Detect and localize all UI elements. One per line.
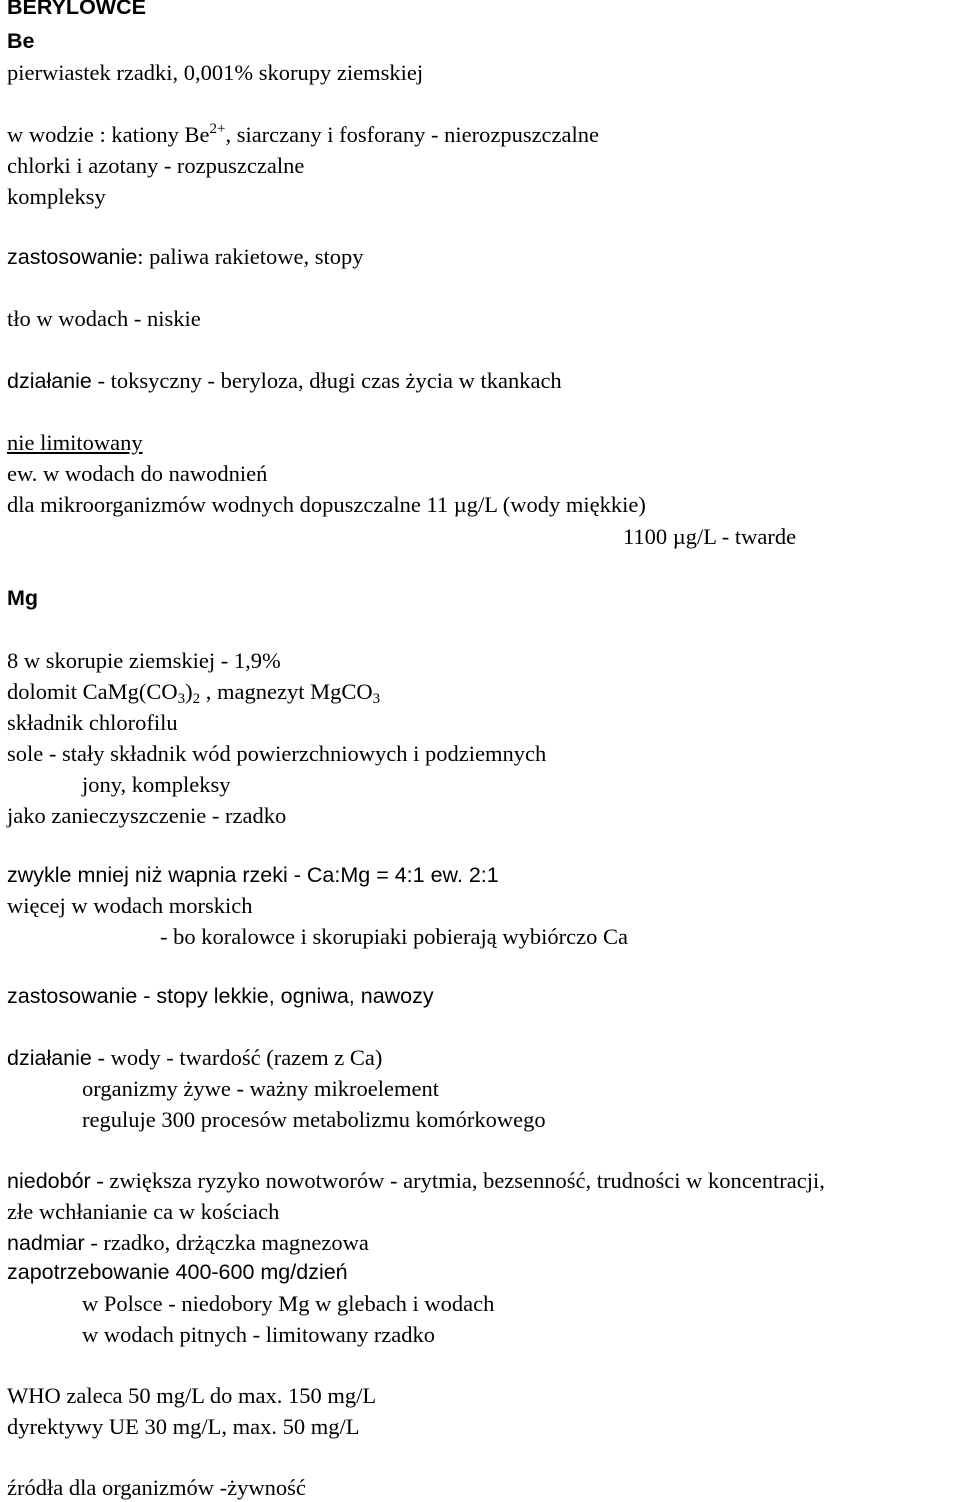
mg-chlorophyll: składnik chlorofilu [7, 710, 178, 735]
mg-excess [7, 1232, 369, 1255]
be-use [7, 246, 363, 269]
be-use-text: : paliwa rakietowe, stopy [137, 244, 364, 269]
be-background: tło w wodach - niskie [7, 306, 201, 331]
be-water-forms [7, 121, 600, 147]
mg-salts: sole - stały składnik wód powierzchniowych i podziemnych [7, 741, 547, 766]
be-irrigation: ew. w wodach do nawodnień [7, 461, 268, 486]
be-microorganisms: dla mikroorganizmów wodnych dopuszczalne 11 µg/L (wody miękkie) [7, 492, 646, 517]
mg-minerals [7, 679, 381, 707]
mg-deficit-label: niedobór [7, 1169, 91, 1193]
be-effect-text: - toksyczny - beryloza, długi czas życia w tkankach [91, 368, 562, 393]
mg-dolomite: dolomit CaMg(CO [7, 679, 178, 704]
mg-ratio: zwykle mniej niż wapnia rzeki - Ca:Mg = 4:1 ew. 2:1 [7, 863, 499, 887]
mg-excess-label: nadmiar [7, 1231, 85, 1255]
mg-who: WHO zaleca 50 mg/L do max. 150 mg/L [7, 1383, 377, 1408]
be-not-limited: nie limitowany [7, 430, 143, 455]
mg-deficit-text: - zwiększa ryzyko nowotworów - arytmia, bezsenność, trudności w koncentracji, [90, 1168, 825, 1193]
mg-regulates: reguluje 300 procesów metabolizmu komórkowego [82, 1107, 546, 1132]
mg-effect [7, 1047, 382, 1070]
mg-use: zastosowanie - stopy lekkie, ogniwa, nawozy [7, 984, 434, 1008]
subscript: 3 [372, 691, 381, 707]
be-effect-label: działanie [7, 369, 92, 393]
mg-magnesite: , magnezyt MgCO [200, 679, 373, 704]
mg-poland: w Polsce - niedobory Mg w glebach i wodach [82, 1291, 495, 1316]
be-hard-water: 1100 µg/L - twarde [623, 524, 797, 549]
mg-sources: źródła dla organizmów -żywność [7, 1475, 306, 1500]
mg-demand: zapotrzebowanie 400-600 mg/dzień [7, 1260, 348, 1284]
be-water-suffix: , siarczany i fosforany - nierozpuszczalne [225, 122, 600, 147]
mg-organisms: organizmy żywe - ważny mikroelement [82, 1076, 439, 1101]
mg-ions: jony, kompleksy [82, 772, 231, 797]
subscript: 3 [177, 691, 186, 707]
subscript: 2 [192, 691, 201, 707]
mg-effect-label: działanie [7, 1046, 92, 1070]
mg-eu: dyrektywy UE 30 mg/L, max. 50 mg/L [7, 1414, 360, 1439]
be-complexes: kompleksy [7, 184, 106, 209]
be-chlorides: chlorki i azotany - rozpuszczalne [7, 153, 305, 178]
be-use-label: zastosowanie [7, 245, 138, 269]
mg-excess-text: - rzadko, drżączka magnezowa [84, 1230, 369, 1255]
mg-sea: więcej w wodach morskich [7, 893, 253, 918]
paren: ) [185, 679, 193, 704]
be-charge: 2+ [209, 121, 226, 137]
mg-crust: 8 w skorupie ziemskiej - 1,9% [7, 648, 281, 673]
section-heading-be: Be [7, 29, 35, 53]
mg-absorption: złe wchłanianie ca w kościach [7, 1199, 280, 1224]
mg-effect-text: - wody - twardość (razem z Ca) [91, 1045, 383, 1070]
be-rarity: pierwiastek rzadki, 0,001% skorupy ziemskiej [7, 60, 424, 85]
mg-drinking: w wodach pitnych - limitowany rzadko [82, 1322, 436, 1347]
be-effect [7, 370, 562, 393]
mg-deficit [7, 1170, 825, 1193]
be-water-prefix: w wodzie : kationy Be [7, 122, 210, 147]
page-title: BERYLOWCE [7, 0, 146, 19]
section-heading-mg: Mg [7, 586, 39, 610]
mg-corals: - bo koralowce i skorupiaki pobierają wybiórczo Ca [160, 924, 628, 949]
mg-pollutant: jako zanieczyszczenie - rzadko [7, 803, 287, 828]
